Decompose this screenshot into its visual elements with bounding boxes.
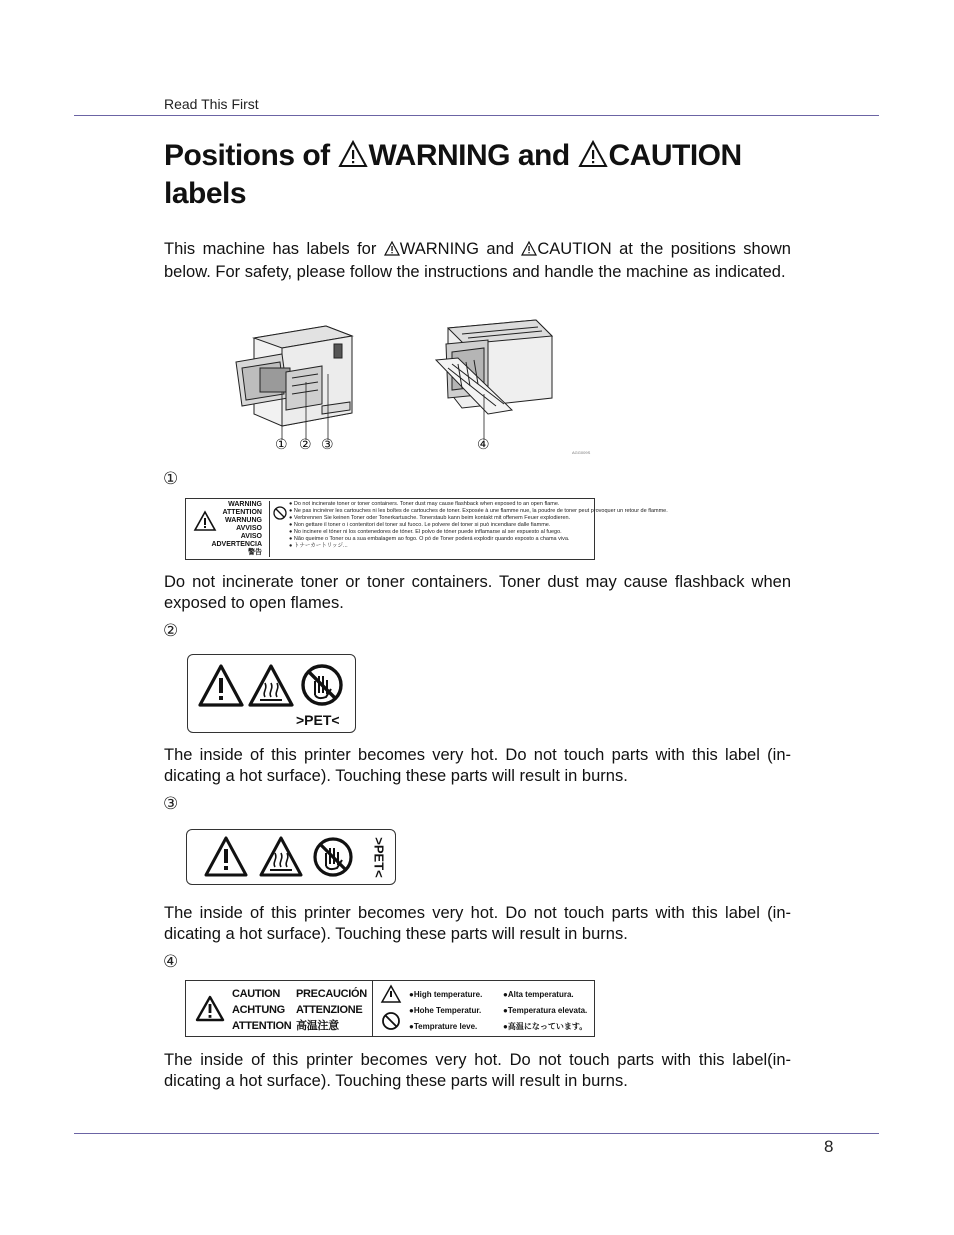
callout-4: ④ (477, 436, 490, 452)
label-4-col2: ●Alta temperatura. ●Temperatura elevata. ●高温になっています。 (503, 990, 588, 1031)
callout-3: ③ (321, 436, 334, 452)
warning-small-icon (384, 241, 400, 262)
hot-surface-label-2 (187, 654, 356, 733)
page-title: Positions of WARNING and CAUTION labels (164, 139, 742, 210)
caution-label-4 (185, 980, 595, 1037)
caution-triangle-icon (578, 140, 608, 176)
caution-small-icon (521, 241, 537, 262)
label-2-number: ② (163, 621, 179, 640)
label-1-divider (269, 501, 270, 557)
figure-code: AGG009S (572, 450, 591, 455)
label-4-small-icons (381, 985, 401, 1038)
no-fire-icon (273, 506, 287, 525)
label-3-number: ③ (163, 794, 179, 813)
callout-2: ② (299, 436, 312, 452)
label-3-description: The inside of this printer becomes very hot. Do not touch parts with this label (in- dicating a hot surface). Touching these parts will result in burns. (164, 904, 791, 943)
label-4-number: ④ (163, 952, 179, 971)
do-not-touch-icon (303, 666, 341, 704)
intro-paragraph: This machine has labels for WARNING and CAUTION at the positions shown below. For safety, please follow the instructions and handle the machine as indicated. (164, 240, 791, 281)
hot-surface-icon (261, 838, 301, 875)
label-4-col1: ●High temperature. ●Hohe Temperatur. ●Temprature leve. (409, 990, 483, 1031)
label-1-description: Do not incinerate toner or toner containers. Toner dust may cause flashback when exposed to open flames. (164, 573, 791, 612)
label-3-icons (203, 835, 353, 884)
general-warning-icon (206, 838, 246, 875)
caution-icon (195, 995, 225, 1027)
warning-triangle-icon (338, 140, 368, 176)
printer-illustration (226, 318, 598, 458)
callout-1: ① (275, 436, 288, 452)
hot-surface-label-3 (186, 829, 396, 885)
label-4-divider (372, 981, 373, 1036)
label-4-description: The inside of this printer becomes very hot. Do not touch parts with this label(in- dicating a hot surface). Touching these parts will result in burns. (164, 1051, 791, 1090)
pet-mark: >PET< (296, 712, 340, 728)
general-warning-icon (200, 666, 242, 705)
label-2-description: The inside of this printer becomes very hot. Do not touch parts with this label (in- dicating a hot surface). Touching these parts will result in burns. (164, 746, 791, 785)
pet-mark-vertical: >PET< (371, 837, 387, 878)
header-rule (74, 115, 879, 116)
label-4-words: CAUTION PRECAUCIÓN ACHTUNG ATTENZIONE ATTENTION 高温注意 (232, 988, 367, 1032)
label-2-icons (198, 663, 348, 714)
footer-rule (74, 1133, 879, 1134)
do-not-touch-icon (315, 839, 351, 875)
label-1-text: ● Do not incinerate toner or toner containers. Toner dust may cause flashback when exposed to an open flame. ● Ne pas incinérer les cartouches ni les boîtes de cartouches de toner. Exposée à une flamme nue, la poudre de toner peut provoquer un retour de flamme. ● Verbrennen Sie keinen Toner oder Tonerkartusche. Tonerstaub kann beim kontakt mit offenem Feuer explodieren. ● Non gettare il toner o i contenitori del toner sul fuoco. Le polvere del toner si può incendiare dalle fiamme. ● No incinere el tóner ni los contenedores de tóner. El polvo de tóner puede inflamarse al ser expuesto al fuego. ● Não queime o Toner ou a sua embalagem ao fogo. O pó de Toner poderá explodir quando exposto a chama viva. ● トナーカートリッジ... (289, 501, 668, 549)
hot-surface-icon (250, 666, 292, 705)
label-1-number: ① (163, 469, 179, 488)
warning-label-1 (185, 498, 668, 560)
running-header: Read This First (164, 96, 259, 112)
page-number: 8 (824, 1137, 834, 1156)
label-1-languages: WARNING ATTENTION WARNUNG AVVISO AVISO ADVERTENCIA 警告 (211, 501, 262, 556)
